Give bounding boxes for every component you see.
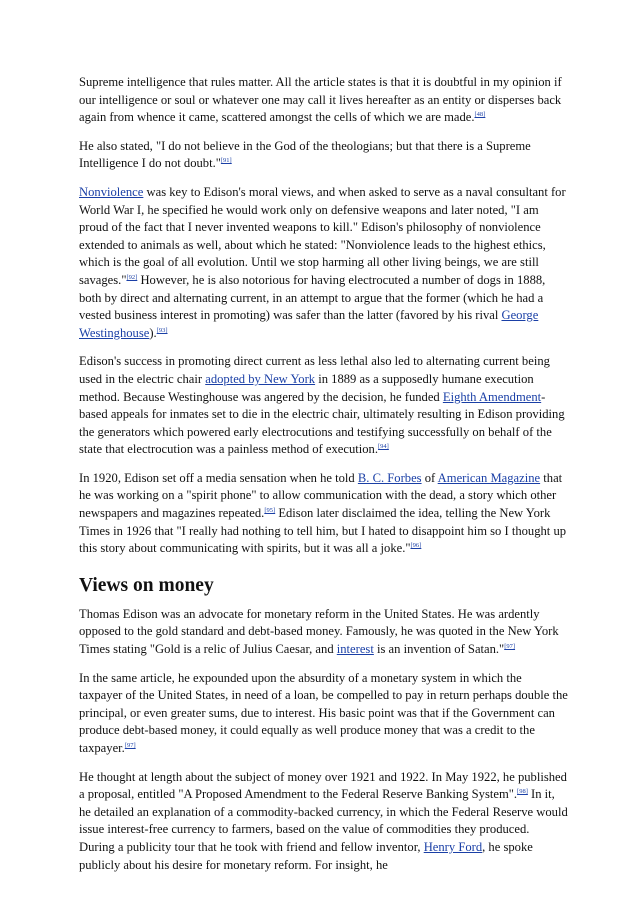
henry-ford-link[interactable]: Henry Ford — [423, 839, 483, 854]
american-magazine-link[interactable]: American Magazine — [437, 470, 541, 485]
paragraph-text: that he was working on a "spirit phone" to allow communication with the dead, a story which other newspapers and magazines repeated. — [79, 470, 563, 521]
paragraph-text: was key to Edison's moral views, and when asked to serve as a naval consultant for World War I, he specified he would work only on defensive weapons and later noted, "I am proud of the fact that I never invented weapons to kill." Edison's philosophy of nonviolence extended to animals as well, about which he stated: "Nonviolence leads to the highest ethics, which is the goal of all evolution. Until we stop harming all other living beings, we are still savages." — [79, 184, 566, 287]
citation[interactable] — [125, 742, 136, 749]
section-heading-views-on-money: Views on money — [79, 574, 214, 596]
interest-link[interactable]: interest — [336, 642, 374, 657]
george-westinghouse-link[interactable]: George Westinghouse — [79, 308, 539, 340]
paragraph-text: -based appeals for inmates set to die in the electric chair, ultimately resulting in Edison providing the generators which powered early electrocutions and testifying successfully on behalf of the state that electrocution was a painless method of execution. — [79, 389, 565, 457]
paragraph-electric-chair — [79, 353, 568, 459]
citation-link[interactable]: [97] — [504, 643, 516, 651]
paragraph-taxpayer — [79, 670, 568, 758]
paragraph-text: In the same article, he expounded upon the absurdity of a monetary system in which the taxpayer of the United States, in need of a loan, be compelled to pay in return perhaps double the principal, or even greater sums, due to interest. His basic point was that if the Government can produce debt-based money, it could equally as well produce money that was a credit to the taxpayer. — [79, 670, 568, 755]
paragraph-text: Edison later disclaimed the idea, telling the New York Times in 1926 that "I really had nothing to tell him, but I hated to disappoint him so I thought up this story about communicating with spirits, but it was all a joke." — [79, 506, 567, 556]
paragraph-text: in 1889 as a supposedly humane execution method. Because Westinghouse was angered by the decision, he funded — [79, 371, 534, 404]
citation-link[interactable]: [97] — [124, 742, 136, 749]
paragraph-text: In it, he detailed an explanation of a commodity-backed currency, in which the Federal Reserve would issue interest-free currency to farmers, based on the value of commodities they produced. During a publicity tour that he took with friend and fellow inventor, — [79, 787, 568, 854]
citation-link[interactable]: [48] — [474, 111, 486, 119]
citation[interactable] — [378, 443, 389, 450]
citation-link[interactable]: [92] — [126, 273, 138, 281]
citation-link[interactable]: [96] — [410, 542, 422, 550]
eighth-amendment-link[interactable]: Eighth Amendment — [442, 389, 542, 404]
citation-link[interactable]: [98] — [517, 788, 528, 796]
bc-forbes-link[interactable]: B. C. Forbes — [357, 470, 422, 485]
paragraph-text: Edison's success in promoting direct current as less lethal also led to alternating current being used in the electric chair — [79, 354, 550, 386]
paragraph-text: Thomas Edison was an advocate for monetary reform in the United States. He was ardently opposed to the gold standard and debt-based money. Famously, he was quoted in the New York Times stating "Gold is a relic of Julius Caesar, and — [79, 606, 559, 657]
paragraph-god-quote — [79, 138, 568, 173]
citation-link[interactable]: [95] — [264, 507, 276, 515]
adopted-by-new-york-link[interactable]: adopted by New York — [205, 371, 316, 386]
paragraph-text: He thought at length about the subject of money over 1921 and 1922. In May 1922, he published a proposal, entitled "A Proposed Amendment to the Federal Reserve Banking System". — [79, 769, 567, 802]
citation[interactable] — [264, 507, 275, 514]
citation-link[interactable]: [91] — [220, 157, 232, 165]
paragraph-text: However, he is also notorious for having electrocuted a number of dogs in 1888, both by direct and alternating current, in an attempt to argue that the former (which he had a vested business interest in promoting) was safer than the latter (favored by his rival — [79, 272, 546, 323]
nonviolence-link[interactable]: Nonviolence — [79, 184, 144, 199]
citation-link[interactable]: [93] — [156, 326, 168, 334]
paragraph-text: of — [421, 470, 438, 485]
citation[interactable] — [504, 643, 515, 650]
paragraph-text: ). — [149, 325, 157, 340]
citation[interactable] — [157, 327, 168, 334]
citation[interactable] — [126, 274, 137, 281]
citation-link[interactable]: [94] — [378, 443, 389, 451]
paragraph-federal-reserve — [79, 769, 568, 875]
paragraph-text: , he spoke publicly about his desire for monetary reform. For insight, he — [79, 839, 533, 872]
paragraph-text: is an invention of Satan." — [373, 642, 505, 657]
paragraph-text: He also stated, "I do not believe in the God of the theologians; but that there is a Supreme Intelligence I do not doubt." — [79, 138, 531, 171]
paragraph-spirit-phone — [79, 470, 568, 558]
paragraph-text: Supreme intelligence that rules matter. All the article states is that it is doubtful in my opinion if our intelligence or soul or whatever one may call it lives hereafter as an entity or disperses back again from whence it came, scattered amongst the cells of which we are made. — [79, 75, 562, 125]
paragraph-intelligence — [79, 74, 568, 127]
citation[interactable] — [221, 157, 232, 164]
citation[interactable] — [475, 111, 486, 118]
paragraph-text: In 1920, Edison set off a media sensation when he told — [79, 470, 358, 485]
paragraph-nonviolence — [79, 184, 568, 342]
paragraph-monetary-reform — [79, 606, 568, 659]
citation[interactable] — [411, 542, 422, 549]
citation[interactable] — [517, 788, 528, 795]
